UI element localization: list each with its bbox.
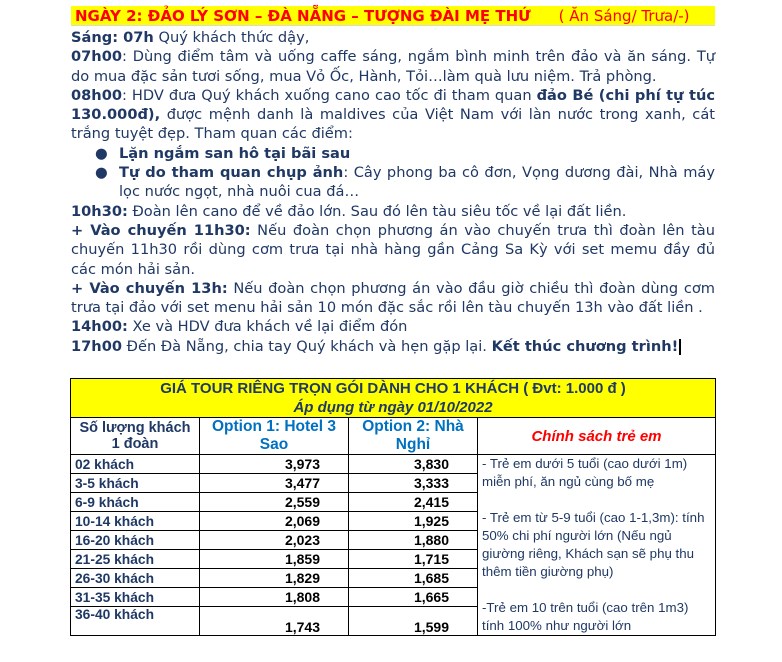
col-header-hotel: Option 1: Hotel 3 Sao bbox=[200, 418, 349, 455]
policy-item: -Trẻ em 10 trên tuổi (cao trên 1m3) tính 100% như người lớn bbox=[482, 600, 689, 633]
time-label: 17h00 bbox=[71, 337, 123, 355]
time-label: 10h30: bbox=[71, 202, 128, 220]
itinerary-line: 17h00 Đến Đà Nẵng, chia tay Quý khách và hẹn gặp lại. Kết thúc chương trình! bbox=[71, 337, 715, 356]
bullet-icon: ● bbox=[95, 144, 108, 162]
bullet-item: ● Lặn ngắm san hô tại bãi sau bbox=[95, 144, 351, 162]
highlight-text: đảo Bé (chi phí tự túc 130.000đ), bbox=[71, 86, 715, 124]
table-row: 26-30 khách 1,829 1,685 bbox=[71, 569, 716, 588]
table-row: 02 khách 3,973 3,830 - Trẻ em dưới 5 tuổi (cao dưới 1m) miễn phí, ăn ngủ cùng bố mẹ - Trẻ em từ 5-9 tuổi (cao 1-1,3m): tính 50% chi phí người lớn (Nếu ngủ giường riêng, Khách sạn sẽ phụ thu thêm tiền giường phụ) -Trẻ em 10 trên tuổi (cao trên 1m3) tính 100% như người lớn bbox=[71, 455, 716, 474]
time-label: 08h00 bbox=[71, 86, 123, 104]
meals-info: ( Ăn Sáng/ Trưa/-) bbox=[558, 6, 690, 25]
table-row: 3-5 khách 3,477 3,333 bbox=[71, 474, 716, 493]
itinerary bbox=[71, 28, 715, 356]
table-row: 36-40 khách 1,743 1,599 bbox=[71, 607, 716, 636]
col-header-guesthouse: Option 2: Nhà Nghỉ bbox=[349, 418, 478, 455]
table-row: 16-20 khách 2,023 1,880 bbox=[71, 531, 716, 550]
end-program-text: Kết thúc chương trình! bbox=[491, 337, 679, 355]
bullet-item: ● Tự do tham quan chụp ảnh: Cây phong ba cô đơn, Vọng dương đài, Nhà máy lọc nước ngọt, nhà nuôi cua đá… bbox=[95, 164, 715, 201]
itinerary-line: + Vào chuyến 11h30: Nếu đoàn chọn phương án vào chuyến trưa thì đoàn lên tàu chuyến 11h30 rồi dùng cơm trưa tại nhà hàng gần Cảng Sa Kỳ với set memu đầy đủ các món hải sản. bbox=[71, 221, 715, 278]
price-table-subtitle: Áp dụng từ ngày 01/10/2022 bbox=[71, 398, 716, 418]
day-title: NGÀY 2: ĐẢO LÝ SƠN – ĐÀ NẴNG – TƯỢNG ĐÀI MẸ THỨ bbox=[75, 6, 531, 25]
table-row: 31-35 khách 1,808 1,665 bbox=[71, 588, 716, 607]
time-label: 07h00 bbox=[71, 48, 123, 66]
policy-item: - Trẻ em từ 5-9 tuổi (cao 1-1,3m): tính 50% chi phí người lớn (Nếu ngủ giường riêng, Khách sạn sẽ phụ thu thêm tiền giường phụ) bbox=[482, 510, 705, 579]
col-header-child-policy: Chính sách trẻ em bbox=[478, 418, 716, 455]
table-row: 6-9 khách 2,559 2,415 bbox=[71, 493, 716, 512]
itinerary-line: 14h00: Xe và HDV đưa khách về lại điểm đón bbox=[71, 318, 408, 336]
child-policy-notes bbox=[478, 455, 716, 636]
itinerary-line: 08h00: HDV đưa Quý khách xuống cano cao tốc đi tham quan đảo Bé (chi phí tự túc 130.000đ), được mệnh danh là maldives của Việt Nam với làn nước trong xanh, cát trắng tuyệt đẹp. Tham quan các điểm: bbox=[71, 86, 715, 143]
time-label: + Vào chuyến 13h: bbox=[71, 279, 228, 297]
time-label: + Vào chuyến 11h30: bbox=[71, 221, 251, 239]
col-header-group: Số lượng khách 1 đoàn bbox=[71, 418, 200, 455]
itinerary-line: + Vào chuyến 13h: Nếu đoàn chọn phương án vào đầu giờ chiều thì đoàn dùng cơm trưa tại đảo với set menu hải sản 10 món đặc sắc rồi lên tàu chuyến 13h vào đất liền . bbox=[71, 279, 715, 317]
bullet-icon: ● bbox=[95, 164, 108, 182]
text-cursor bbox=[679, 339, 681, 355]
itinerary-line: 07h00: Dùng điểm tâm và uống caffe sáng, ngắm bình minh trên đảo và ăn sáng. Tự do mua đặc sản tươi sống, mua Vỏ Ốc, Hành, Tỏi…làm quà lưu niệm. Trả phòng. bbox=[71, 48, 715, 85]
time-label: Sáng: 07h bbox=[71, 29, 154, 46]
table-row: 10-14 khách 2,069 1,925 bbox=[71, 512, 716, 531]
day-header bbox=[71, 6, 715, 26]
time-label: 14h00: bbox=[71, 318, 128, 336]
price-table bbox=[70, 378, 716, 636]
itinerary-line: 10h30: Đoàn lên cano để về đảo lớn. Sau đó lên tàu siêu tốc về lại đất liền. bbox=[71, 202, 627, 220]
price-table-title: GIÁ TOUR RIÊNG TRỌN GÓI DÀNH CHO 1 KHÁCH ( Đvt: 1.000 đ ) bbox=[71, 379, 716, 399]
policy-item: - Trẻ em dưới 5 tuổi (cao dưới 1m) miễn phí, ăn ngủ cùng bố mẹ bbox=[482, 456, 688, 489]
itinerary-line: Sáng: 07h Quý khách thức dậy, bbox=[71, 29, 310, 46]
table-row: 21-25 khách 1,859 1,715 bbox=[71, 550, 716, 569]
